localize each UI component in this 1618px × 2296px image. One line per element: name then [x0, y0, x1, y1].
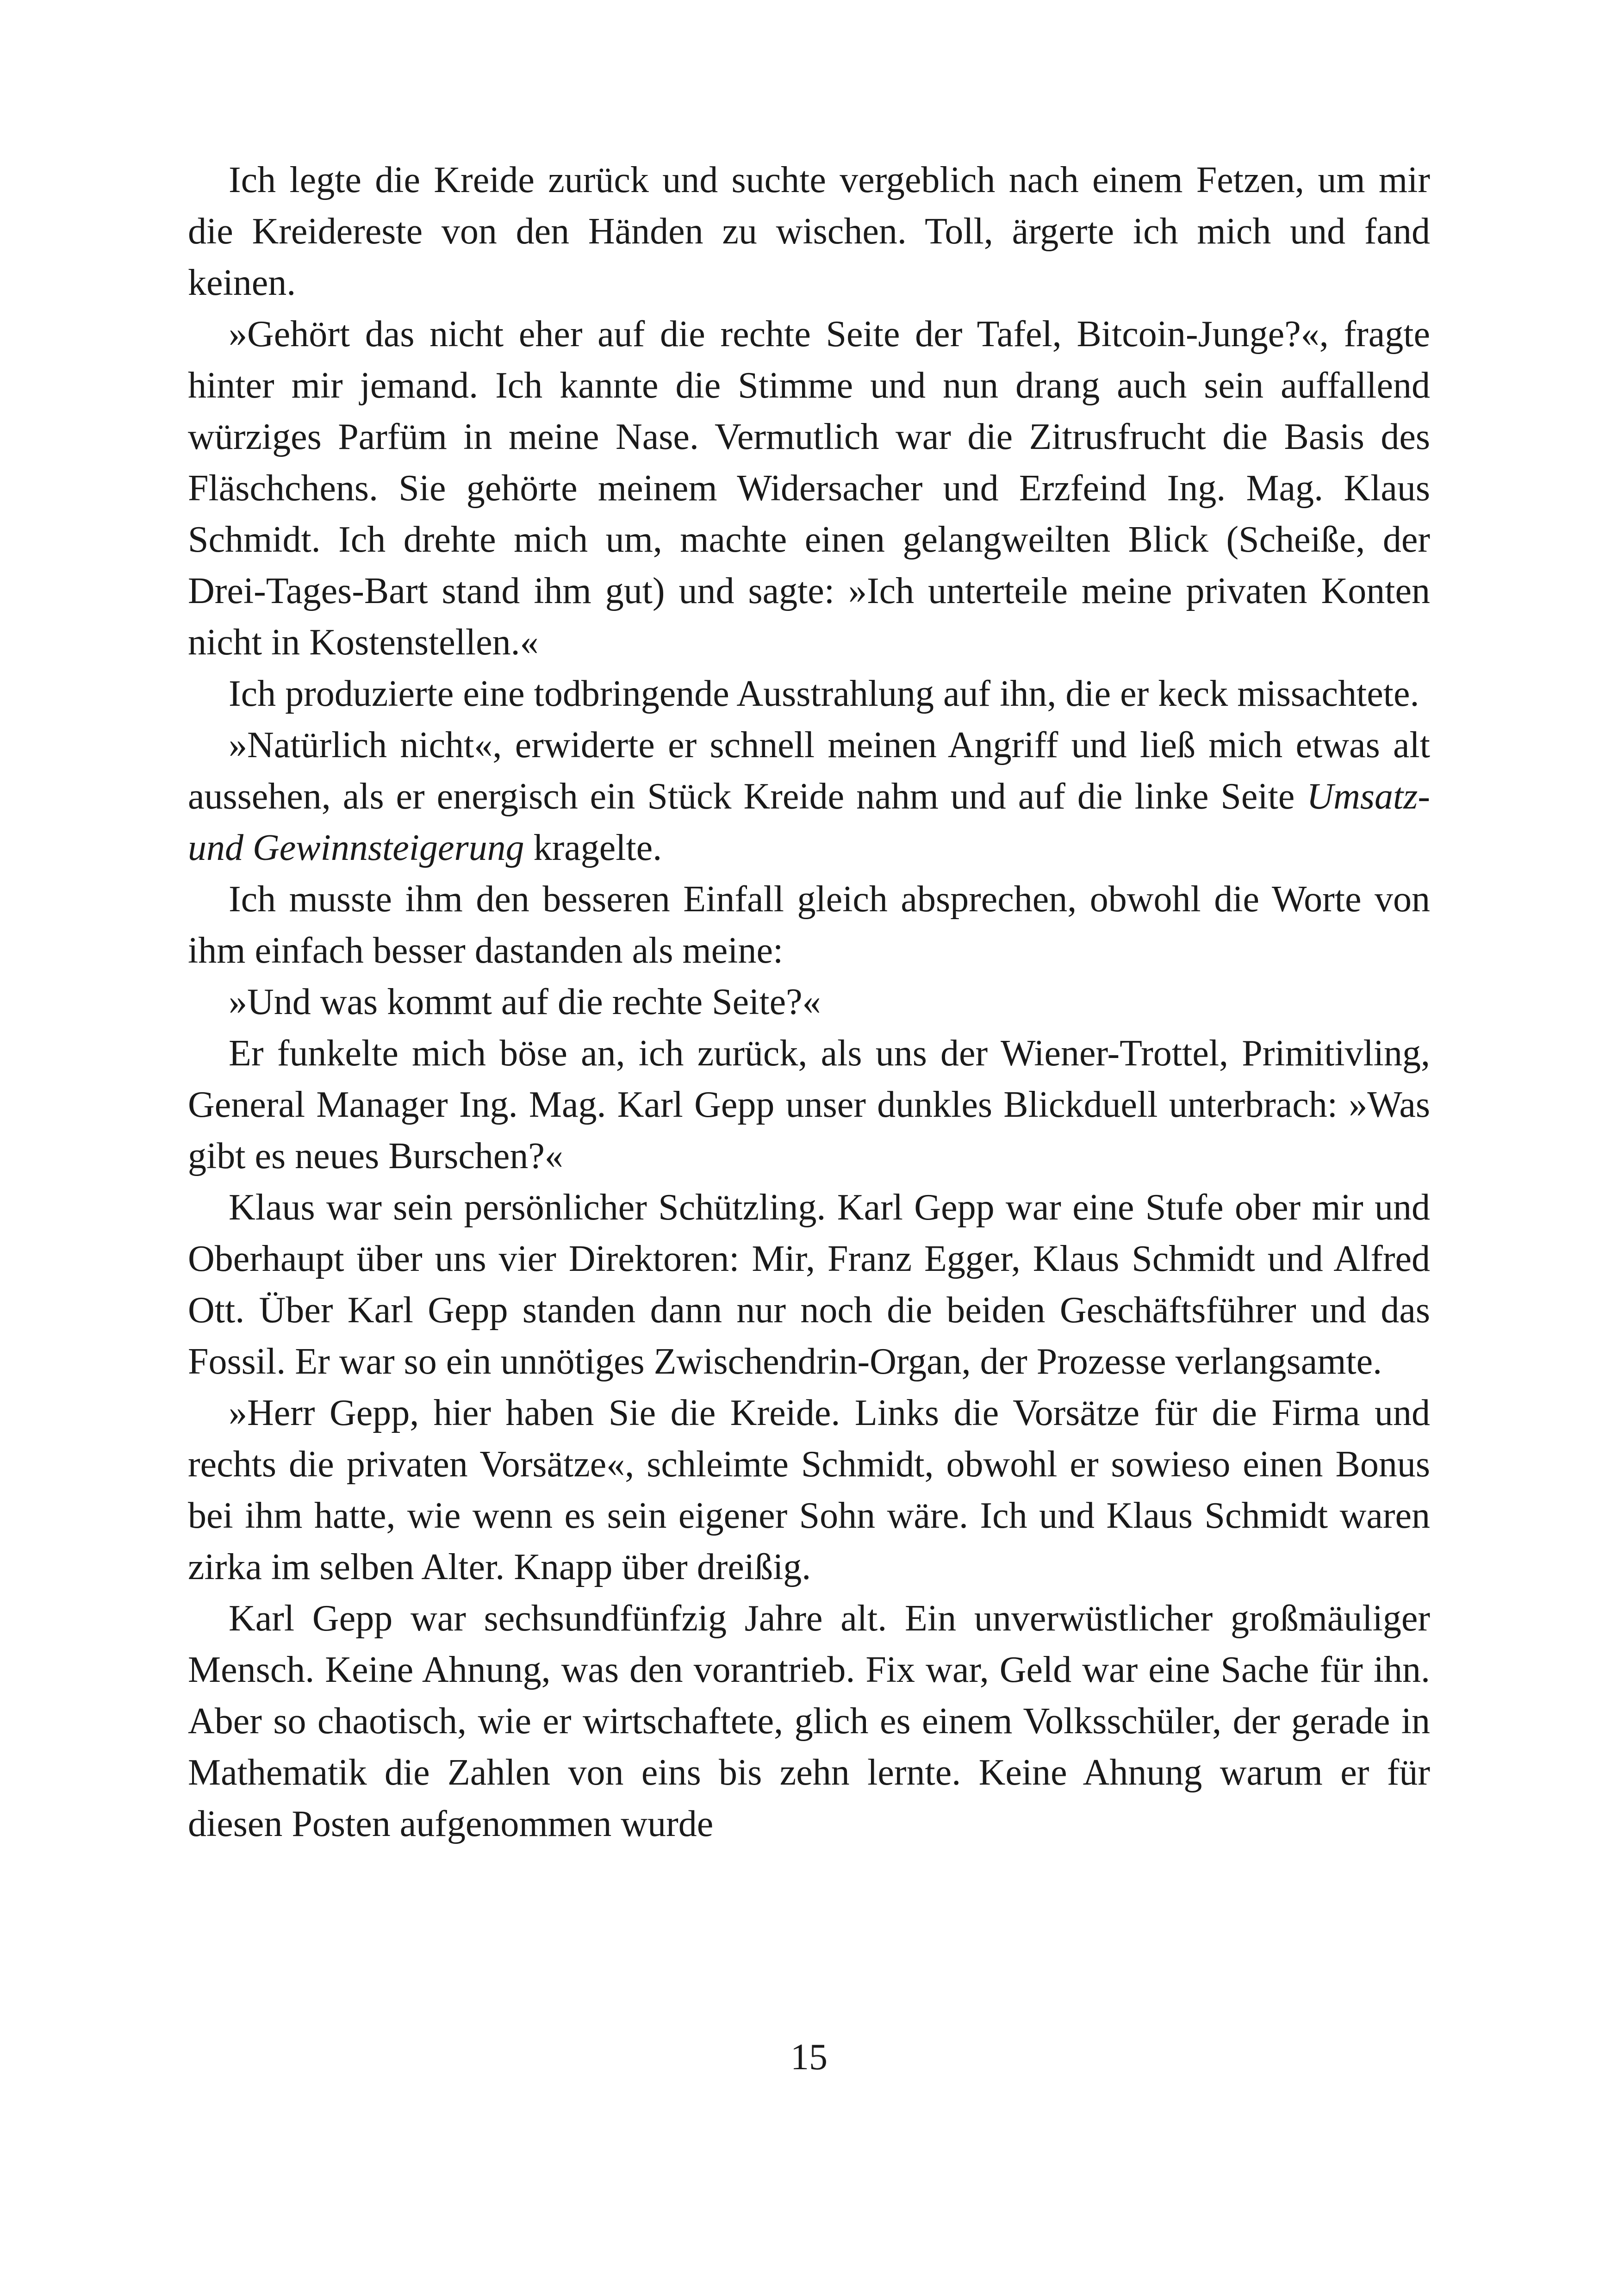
paragraph-4-text-after: kragelte.: [524, 828, 662, 868]
paragraph-7: Er funkelte mich böse an, ich zurück, als uns der Wiener-Trottel, Primitivling, General Manager Ing. Mag. Karl Gepp unser dunkles Blickduell unterbrach: »Was gibt es neues Burschen?«: [188, 1033, 1430, 1176]
body-text: [188, 155, 1430, 1850]
paragraph-4: [188, 720, 1430, 874]
paragraph-8: Klaus war sein persönlicher Schützling. Karl Gepp war eine Stufe ober mir und Oberhaupt über uns vier Direktoren: Mir, Franz Egger, Klaus Schmidt und Alfred Ott. Über Karl Gepp standen dann nur noch die beiden Geschäftsführer und das Fossil. Er war so ein unnötiges Zwischendrin-Organ, der Prozesse verlangsamte.: [188, 1187, 1430, 1382]
paragraph-6: »Und was kommt auf die rechte Seite?«: [229, 982, 821, 1022]
paragraph-1: Ich legte die Kreide zurück und suchte vergeblich nach einem Fetzen, um mir die Kreidereste von den Händen zu wischen. Toll, ärgerte ich mich und fand keinen.: [188, 160, 1430, 303]
paragraph-3: Ich produzierte eine todbringende Ausstrahlung auf ihn, die er keck missachtete.: [229, 673, 1419, 714]
paragraph-9: »Herr Gepp, hier haben Sie die Kreide. Links die Vorsätze für die Firma und rechts die privaten Vorsätze«, schleimte Schmidt, obwohl er sowieso einen Bonus bei ihm hatte, wie wenn es sein eigener Sohn wäre. Ich und Klaus Schmidt waren zirka im selben Alter. Knapp über dreißig.: [188, 1393, 1430, 1587]
page-number: 15: [790, 2037, 828, 2078]
paragraph-5: Ich musste ihm den besseren Einfall gleich absprechen, obwohl die Worte von ihm einfach besser dastanden als meine:: [188, 879, 1430, 971]
paragraph-10: Karl Gepp war sechsundfünfzig Jahre alt. Ein unverwüstlicher großmäuliger Mensch. Keine Ahnung, was den vorantrieb. Fix war, Geld war eine Sache für ihn. Aber so chaotisch, wie er wirtschaftete, glich es einem Volksschüler, der gerade in Mathematik die Zahlen von eins bis zehn lernte. Keine Ahnung warum er für diesen Posten aufgenommen wurde: [188, 1598, 1430, 1844]
paragraph-4-italic-phrase: Umsatz- und Gewinnsteigerung: [188, 776, 1430, 868]
paragraph-4-text-before: »Natürlich nicht«, erwiderte er schnell meinen Angriff und ließ mich etwas alt aussehen, als er energisch ein Stück Kreide nahm und auf die linke Seite: [188, 725, 1430, 817]
paragraph-2: »Gehört das nicht eher auf die rechte Seite der Tafel, Bitcoin-Junge?«, fragte hinter mir jemand. Ich kannte die Stimme und nun drang auch sein auffallend würziges Parfüm in meine Nase. Vermutlich war die Zitrusfrucht die Basis des Fläschchens. Sie gehörte meinem Widersacher und Erzfeind Ing. Mag. Klaus Schmidt. Ich drehte mich um, machte einen gelangweilten Blick (Scheiße, der Drei-Tages-Bart stand ihm gut) und sagte: »Ich unterteile meine privaten Konten nicht in Kostenstellen.«: [188, 314, 1430, 663]
